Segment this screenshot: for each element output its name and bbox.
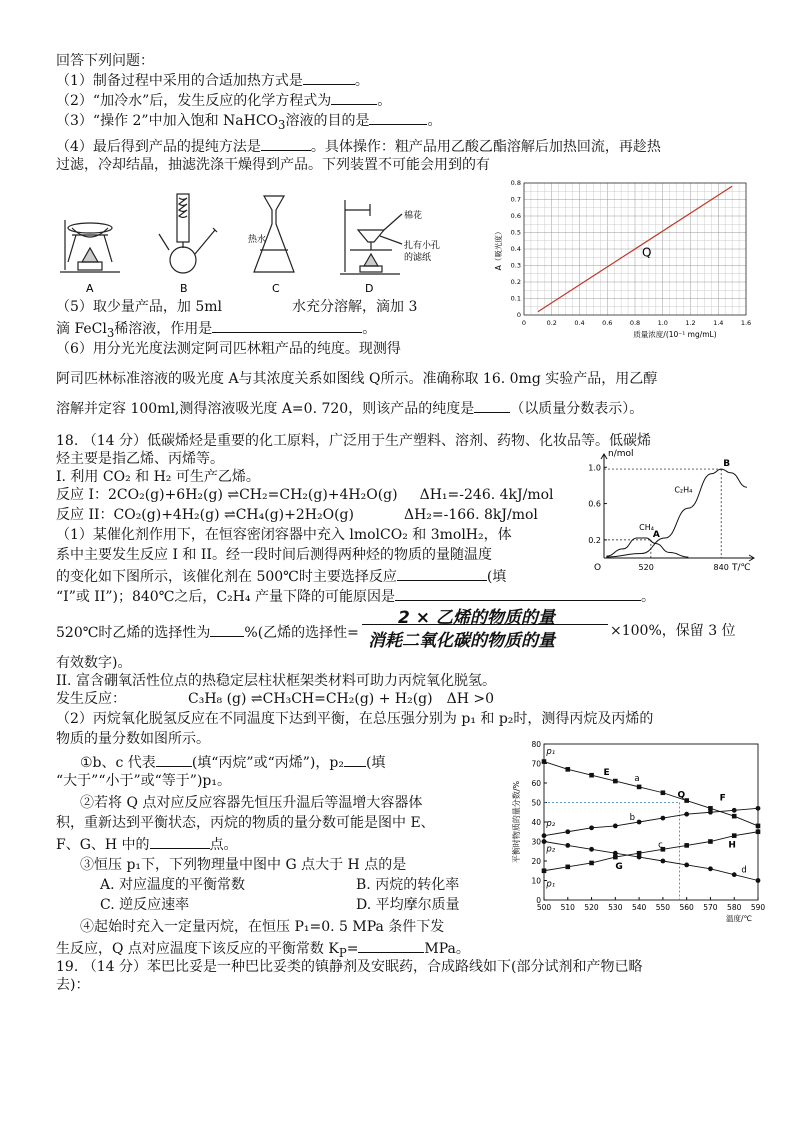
q18-part1-text-c: 的变化如下图所示，该催化剂在 500℃时主要选择反应 (56, 569, 397, 585)
q18-sub1-text-c: (填 (365, 755, 386, 771)
series-line-d (544, 832, 758, 871)
answer-blank[interactable] (210, 622, 244, 637)
x-tick-label: 520 (584, 903, 599, 912)
option-a[interactable]: A. 对应温度的平衡常数 (100, 877, 246, 893)
x-tick-label: 590 (750, 903, 766, 912)
q17-part3-text-b: 溶液的目的是 (285, 113, 370, 129)
y-tick-label: 0.6 (588, 499, 601, 509)
q17-part4-cont: 过滤，冷却结晶，抽滤洗涤干燥得到产品。下列装置不可能会用到的有 (56, 157, 490, 173)
reaction-1 (56, 486, 554, 504)
data-marker (565, 843, 570, 848)
answer-blank[interactable] (344, 752, 366, 767)
apparatus-c (254, 196, 294, 272)
q17-part4-text-a: （4）最后得到产品的提纯方法是 (56, 139, 261, 155)
series-line-c (544, 842, 758, 881)
x-tick-label: 1.2 (685, 319, 696, 327)
plot-frame (544, 744, 758, 900)
data-marker (684, 812, 689, 817)
reaction-1-enthalpy: ΔH₁=-246. 4kJ/mol (419, 487, 554, 503)
x-tick-label: 500 (536, 903, 552, 912)
y-tick-label: 0.8 (510, 179, 521, 187)
data-marker (708, 810, 713, 815)
fraction-denominator: 消耗二氧化碳的物质的量 (368, 631, 555, 651)
label-perforated-paper: 扎有小孔 (404, 241, 441, 251)
q18-sub1-cont: “大于”“小于”或“等于”)p₁。 (56, 773, 231, 789)
data-marker (637, 785, 642, 790)
answer-blank[interactable] (474, 398, 510, 413)
q18-reaction (56, 690, 494, 708)
mole-fraction-chart (508, 738, 770, 922)
q17-part1-text: （1）制备过程中采用的合适加热方式是 (56, 73, 303, 89)
data-marker (589, 847, 594, 852)
origin-label: O (594, 563, 602, 573)
x-tick-label: 570 (703, 903, 718, 912)
series-line-b (544, 808, 758, 835)
answer-blank[interactable] (212, 318, 362, 333)
q18-heading-cont: 烃主要是指乙烯、丙烯等。 (56, 451, 224, 467)
q17-part5-end: 。 (362, 321, 377, 337)
y-tick-label: 0.2 (510, 278, 521, 286)
y-tick-label: 50 (531, 798, 541, 808)
data-marker (589, 773, 594, 778)
reaction-1-equation: 反应 I：2CO₂(g)+6H₂(g) ⇌CH₂=CH₂(g)+4H₂O(g) (56, 487, 398, 503)
q17-part5 (56, 298, 417, 316)
x-tick-label: 560 (679, 903, 694, 912)
q17-part2-text: （2）“加冷水”后，发生反应的化学方程式为 (56, 93, 332, 109)
q18-selectivity-def: %(乙烯的选择性= (244, 625, 359, 641)
pressure-label: p₂ (546, 844, 556, 855)
y-axis-label: 平衡时物质的量分数/% (512, 780, 521, 864)
q18-sub2-text-d: 点。 (209, 837, 238, 853)
answer-blank[interactable] (369, 110, 427, 125)
q18-part1-cont2 (56, 566, 506, 586)
option-d[interactable]: D. 平均摩尔质量 (356, 897, 460, 913)
q17-part1 (56, 70, 369, 90)
subscript: 3 (278, 117, 286, 132)
x-tick-label: 1.4 (713, 319, 724, 327)
q18-sub4-text-b: 生反应，Q 点对应温度下该反应的平衡常数 K (56, 941, 339, 957)
data-marker (637, 851, 642, 856)
x-axis-label: 温度/℃ (726, 914, 752, 922)
y-tick-label: 0.7 (510, 195, 521, 204)
fraction-numerator: 2 × 乙烯的物质的量 (398, 608, 555, 628)
x-axis-label: T/℃ (732, 563, 751, 573)
data-marker (756, 829, 761, 834)
apparatus-d (340, 200, 402, 274)
series-label-c2h4: C₂H₄ (674, 485, 693, 495)
q17-part2-end: 。 (377, 93, 392, 109)
reaction-2-equation: 反应 II：CO₂(g)+4H₂(g) ⇌CH₄(g)+2H₂O(g) (56, 507, 354, 523)
point-label: B (723, 459, 731, 470)
data-marker (756, 806, 761, 811)
y-tick-label: 20 (531, 857, 541, 866)
data-marker (542, 759, 547, 764)
q17-part5-text-d: 稀溶液，作用是 (114, 321, 213, 337)
data-marker (542, 868, 547, 873)
q17-part1-end: 。 (354, 73, 369, 89)
answer-blank[interactable] (397, 566, 487, 581)
series-label-c: c (658, 840, 663, 851)
q17-part2 (56, 90, 391, 110)
y-axis-label: n/mol (608, 449, 634, 459)
data-marker (542, 839, 547, 844)
q18-sub2-text-c: F、G、H 中的 (56, 837, 150, 853)
line-label-q: Q (641, 245, 652, 260)
series-curve-0 (606, 469, 747, 557)
q17-part3-end: 。 (427, 113, 442, 129)
label-cotton: 棉花 (404, 211, 423, 221)
y-tick-label: 30 (531, 837, 541, 847)
q18-part1-selectivity (56, 622, 359, 642)
x-tick-label: 550 (655, 903, 671, 912)
data-marker (661, 790, 666, 795)
x-tick-label: 0 (521, 319, 527, 327)
series-label-b: b (629, 813, 636, 824)
q17-part5-text-a: （5）取少量产品，加 5ml (56, 299, 223, 315)
data-marker (613, 824, 618, 829)
data-marker (565, 767, 570, 772)
point-label: E (603, 768, 610, 779)
point-label: G (615, 862, 623, 873)
q18-sub1 (80, 752, 385, 772)
data-marker (732, 872, 737, 877)
pressure-label: p₁ (546, 746, 556, 757)
y-tick-label: 0.4 (510, 245, 521, 253)
q18-part1-end: 。 (640, 589, 655, 605)
answer-blank[interactable] (261, 136, 311, 151)
data-marker (684, 863, 689, 868)
q18-sub4: ④起始时充入一定量丙烷，在恒压 P₁=0. 5 MPa 条件下发 (80, 919, 445, 935)
q18-sub1-text-b: (填“丙烷”或“丙烯”)，p₂ (191, 755, 344, 771)
data-marker (708, 866, 713, 871)
x-tick-label: 520 (638, 563, 654, 572)
series-line-a (544, 762, 758, 826)
y-tick-label: 0.6 (510, 212, 521, 220)
y-tick-label: 10 (531, 876, 541, 886)
x-tick-label: 0.2 (546, 319, 557, 327)
q17-part5-cont (56, 318, 376, 342)
q18-part1-cont: 系中主要发生反应 I 和 II。经一段时间后测得两种烃的物质的量随温度 (56, 547, 492, 563)
data-marker (613, 779, 618, 784)
q17-part6-text-c: 溶解并定容 100ml,测得溶液吸光度 A=0. 720，则该产品的纯度是 (56, 401, 475, 417)
q17-part5-text-c: 滴 FeCl (56, 321, 107, 337)
q18-part1-end-line: 有效数字)。 (56, 655, 132, 671)
q18-sub3: ③恒压 p₁下，下列物理量中图中 G 点大于 H 点的是 (80, 857, 407, 873)
y-tick-label: 0.2 (588, 535, 601, 545)
q17-part6-cont: 阿司匹林标准溶液的吸光度 A与其浓度关系如图线 Q所示。准确称取 16. 0mg 实验产品，用乙醇 (56, 371, 658, 387)
answer-blank[interactable] (395, 586, 641, 601)
q17-part6-cont2 (56, 398, 643, 418)
q18-selectivity-tail: ×100%，保留 3 位 (610, 623, 736, 639)
label-perforated-paper-2: 的滤纸 (404, 253, 432, 263)
data-marker (565, 829, 570, 834)
apparatus-figure (60, 190, 460, 300)
x-tick-label: 540 (631, 903, 647, 912)
q18-part-i: I. 利用 CO₂ 和 H₂ 可生产乙烯。 (56, 469, 260, 485)
option-c[interactable]: C. 逆反应速率 (100, 897, 190, 913)
q17-part6-text-d: （以质量分数表示）。 (510, 401, 644, 417)
reaction-2 (56, 506, 538, 524)
q19-heading: 19. （14 分）苯巴比妥是一种巴比妥类的镇静剂及安眠药，合成路线如下(部分试剂和产物已略 (56, 959, 643, 975)
series-label-a: a (634, 774, 640, 785)
data-marker (756, 878, 761, 883)
data-marker (756, 824, 761, 829)
y-tick-label: 40 (531, 818, 541, 827)
fraction-bar (362, 624, 608, 625)
apparatus-a (60, 220, 120, 272)
q17-part3-text-a: （3）“操作 2”中加入饱和 NaHCO (56, 113, 279, 129)
q18-part-ii: II. 富含硼氧活性位点的热稳定层柱状框架类材料可助力丙烷氧化脱氢。 (56, 673, 496, 689)
q18-sub2-cont: 积，重新达到平衡状态，丙烷的物质的量分数可能是图中 E、 (56, 815, 435, 831)
data-marker (732, 814, 737, 819)
reaction-2-enthalpy: ΔH₂=-166. 8kJ/mol (403, 507, 538, 523)
series-label-d: d (741, 865, 747, 876)
q18-part2: （2）丙烷氧化脱氢反应在不同温度下达到平衡，在总压强分别为 p₁ 和 p₂时，测得丙烷及丙烯的 (56, 711, 654, 727)
apparatus-label-a: A (86, 282, 94, 295)
q18-part1: （1）某催化剂作用下，在恒容密闭容器中充入 lmolCO₂ 和 3molH₂，体 (56, 527, 512, 543)
data-marker (732, 833, 737, 838)
q18-part2-cont: 物质的量分数如图所示。 (56, 731, 210, 747)
point-label: H (728, 840, 736, 851)
y-tick-label: 80 (531, 740, 541, 749)
answer-blank[interactable] (150, 834, 210, 849)
q17-part4-text-b: 。具体操作：粗产品用乙酸乙酯溶解后加热回流，再趁热 (310, 139, 661, 155)
q19-heading-cont: 去)： (56, 977, 90, 993)
answer-blank[interactable] (156, 752, 192, 767)
reaction-enthalpy: ΔH >0 (446, 691, 495, 707)
y-tick-label: 0.5 (510, 228, 521, 237)
hydrocarbon-yield-chart (578, 446, 764, 574)
q18-selectivity-text: 520℃时乙烯的选择性为 (56, 625, 211, 641)
x-tick-label: 510 (560, 903, 575, 912)
point-label: F (719, 793, 726, 804)
y-tick-label: 70 (531, 759, 541, 769)
data-marker (613, 855, 618, 860)
apparatus-label-b: B (180, 282, 188, 295)
absorbance-chart (492, 175, 762, 343)
x-tick-label: 0.4 (574, 319, 585, 327)
x-tick-label: 580 (727, 903, 742, 912)
pressure-label: p₂ (546, 818, 556, 829)
q18-heading: 18. （14 分）低碳烯烃是重要的化工原料，广泛用于生产塑料、溶剂、药物、化妆品等。低碳烯 (56, 433, 651, 449)
q18-part1-text-c2: (填 (486, 569, 507, 585)
subscript: P (338, 945, 347, 960)
data-marker (637, 820, 642, 825)
y-tick-label: 0.3 (510, 261, 521, 270)
q18-part1-cont3 (56, 586, 655, 606)
x-tick-label: 1.6 (740, 319, 752, 327)
q17-intro: 回答下列问题： (56, 53, 154, 69)
y-axis-label: A（吸光度） (494, 227, 503, 271)
q18-part1-text-d: “I”或 II”)；840℃之后，C₂H₄ 产量下降的可能原因是 (56, 589, 395, 605)
pressure-label: p₁ (546, 879, 556, 890)
data-marker (565, 865, 570, 870)
data-marker (684, 843, 689, 848)
y-tick-label: 0.1 (510, 294, 521, 303)
q17-part5-text-b: 水充分溶解，滴加 3 (292, 299, 418, 315)
data-marker (732, 808, 737, 813)
point-label: A (652, 529, 660, 540)
q18-sub4-text-c: = (346, 941, 359, 957)
answer-blank[interactable] (358, 938, 424, 953)
q18-sub1-text-a: ①b、c 代表 (80, 755, 156, 771)
x-tick-label: 530 (608, 903, 623, 912)
x-tick-label: 0.8 (629, 319, 641, 327)
q17-part3 (56, 110, 441, 134)
option-b[interactable]: B. 丙烷的转化率 (356, 877, 460, 893)
data-marker (589, 825, 594, 830)
series-label-ch4: CH₄ (639, 522, 654, 532)
x-axis-label: 质量浓度/(10⁻¹ mg/mL) (633, 330, 717, 339)
q17-part4 (56, 136, 661, 156)
x-tick-label: 840 (713, 563, 729, 572)
data-marker (589, 861, 594, 866)
apparatus-label-c: C (272, 282, 280, 295)
subscript: 3 (106, 325, 115, 340)
q18-sub2: ②若将 Q 点对应反应容器先恒压升温后等温增大容器体 (80, 795, 423, 811)
data-marker (542, 833, 547, 838)
point-label: Q (677, 790, 686, 801)
data-marker (708, 839, 713, 844)
answer-blank[interactable] (331, 90, 377, 105)
y-tick-label: 0 (516, 311, 521, 319)
q18-sub4-text-d: MPa。 (424, 941, 470, 957)
reaction-label: 发生反应： (56, 691, 126, 707)
apparatus-b (159, 194, 217, 273)
y-tick-label: 1.0 (588, 463, 601, 473)
q18-sub2-cont2 (56, 834, 238, 854)
data-marker (660, 859, 665, 864)
reaction-equation: C₃H₈ (g) ⇌CH₃CH=CH₂(g) + H₂(g) (188, 691, 433, 707)
series-curve-1 (606, 538, 688, 557)
answer-blank[interactable] (303, 70, 355, 85)
x-tick-label: 1.0 (657, 319, 668, 327)
y-tick-label: 0 (536, 896, 541, 905)
q17-part6: （6）用分光光度法测定阿司匹林粗产品的纯度。现测得 (56, 341, 401, 357)
apparatus-label-d: D (365, 282, 374, 295)
data-marker (660, 816, 665, 821)
x-tick-label: 0.6 (602, 319, 613, 327)
label-hot-water: 热水 (248, 235, 267, 245)
y-tick-label: 60 (531, 779, 541, 788)
